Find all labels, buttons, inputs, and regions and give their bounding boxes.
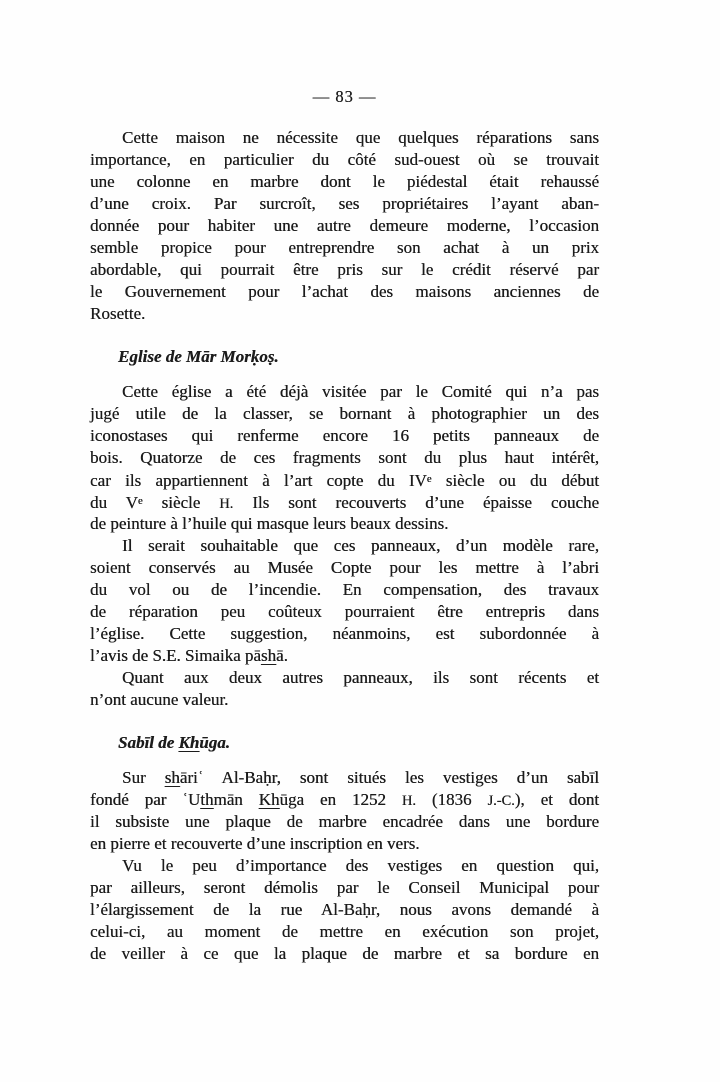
text-line	[90, 469, 599, 491]
paragraph	[90, 535, 599, 667]
text-segment: il subsiste une plaque de marbre encadrée dans une bordure	[90, 812, 599, 831]
text-segment: du V	[90, 493, 138, 513]
text-line	[90, 237, 599, 259]
text-line	[90, 645, 599, 667]
text-line	[90, 899, 599, 921]
text-segment: donnée pour habiter une autre demeure moderne, l’occasion	[90, 216, 599, 235]
small-caps-abbreviation: H.	[219, 496, 234, 513]
text-segment: de peinture à l’huile qui masque leurs beaux dessins.	[90, 514, 449, 533]
section-heading	[90, 346, 599, 368]
text-segment: siècle ou du début	[431, 471, 600, 491]
text-segment: Sabīl de	[118, 733, 179, 752]
text-segment: car ils appartiennent à l’art copte du IV	[90, 471, 427, 491]
text-line	[90, 535, 599, 557]
transliteration-digraph: sh	[164, 768, 180, 787]
text-segment: l’église. Cette suggestion, néanmoins, est subordonnée à	[90, 624, 599, 643]
text-line	[90, 732, 599, 754]
transliteration-digraph: Kh	[258, 790, 280, 809]
text-line	[90, 767, 599, 789]
text-line	[90, 579, 599, 601]
text-segment: Rosette.	[90, 304, 146, 323]
text-line	[90, 601, 599, 623]
small-caps-abbreviation: J.-C.	[487, 793, 515, 809]
text-segment: l’élargissement de la rue Al-Baḥr, nous avons demandé à	[90, 900, 599, 919]
text-line	[90, 171, 599, 193]
text-line	[90, 215, 599, 237]
paragraph	[90, 667, 599, 711]
paragraph	[90, 767, 599, 855]
text-segment: Eglise de Mār Morḳoṣ.	[118, 347, 279, 366]
text-segment: jugé utile de la classer, se bornant à photographier un des	[90, 404, 599, 423]
text-segment: semble propice pour entreprendre son achat à un prix	[90, 238, 599, 257]
text-line	[90, 281, 599, 303]
section-heading	[90, 732, 599, 754]
text-segment: celui-ci, au moment de mettre en exécution son projet,	[90, 922, 599, 941]
text-line	[90, 303, 599, 325]
text-line	[90, 921, 599, 943]
page-text-block	[90, 0, 599, 965]
text-segment: par ailleurs, seront démolis par le Conseil Municipal pour	[90, 878, 599, 897]
text-line	[90, 943, 599, 965]
text-segment: fondé par ʿU	[90, 790, 201, 809]
page-number: — 83 —	[312, 87, 377, 106]
text-line	[90, 513, 599, 535]
small-caps-abbreviation: H.	[401, 793, 416, 809]
text-segment: mān	[213, 790, 259, 809]
text-line	[90, 811, 599, 833]
text-segment: soient conservés au Musée Copte pour les mettre à l’abri	[90, 558, 599, 577]
text-segment: l’avis de S.E. Simaika pā	[90, 646, 261, 665]
text-line	[90, 193, 599, 215]
text-segment: de veiller à ce que la plaque de marbre et sa bordure en	[90, 944, 599, 963]
transliteration-digraph: Kh	[178, 733, 200, 752]
ordinal-superscript: e	[426, 474, 432, 485]
transliteration-digraph: th	[200, 790, 214, 809]
text-line	[90, 789, 599, 811]
text-segment: bois. Quatorze de ces fragments sont du plus haut intérêt,	[90, 448, 599, 467]
text-line	[90, 381, 599, 403]
text-line	[90, 557, 599, 579]
text-line	[90, 667, 599, 689]
text-line	[90, 877, 599, 899]
text-segment: ūga en 1252	[279, 790, 402, 809]
ordinal-superscript: e	[137, 496, 143, 507]
text-line	[90, 689, 599, 711]
text-segment: āriʿ Al-Baḥr, sont situés les vestiges d’un sabīl	[179, 768, 599, 787]
text-line	[90, 491, 599, 513]
text-segment: Quant aux deux autres panneaux, ils sont récents et	[122, 668, 599, 687]
text-line	[90, 403, 599, 425]
text-segment: siècle	[142, 493, 220, 513]
text-segment: ā.	[276, 646, 288, 665]
text-segment: Vu le peu d’importance des vestiges en question qui,	[122, 856, 599, 875]
text-line	[90, 259, 599, 281]
text-segment: n’ont aucune valeur.	[90, 690, 229, 709]
text-segment: ), et dont	[514, 790, 599, 809]
transliteration-digraph: sh	[260, 646, 277, 665]
paragraph	[90, 127, 599, 325]
text-segment: du vol ou de l’incendie. En compensation, des travaux	[90, 580, 599, 599]
text-line	[90, 833, 599, 855]
text-segment: Cette église a été déjà visitée par le Comité qui n’a pas	[122, 382, 599, 401]
text-segment: ūga.	[199, 733, 230, 752]
text-segment: Ils sont recouverts d’une épaisse couche	[233, 493, 599, 513]
text-segment: Sur	[122, 768, 165, 787]
text-segment: en pierre et recouverte d’une inscription en vers.	[90, 834, 420, 853]
text-segment: importance, en particulier du côté sud-ouest où se trouvait	[90, 150, 599, 169]
text-line	[90, 447, 599, 469]
text-segment: abordable, qui pourrait être pris sur le crédit réservé par	[90, 260, 599, 279]
paragraph	[90, 381, 599, 535]
text-segment: d’une croix. Par surcroît, ses propriétaires l’ayant aban-	[90, 194, 599, 213]
text-line	[90, 127, 599, 149]
text-line	[90, 623, 599, 645]
text-line	[90, 855, 599, 877]
text-segment: Cette maison ne nécessite que quelques réparations sans	[122, 128, 599, 147]
text-line	[90, 425, 599, 447]
text-segment: le Gouvernement pour l’achat des maisons anciennes de	[90, 282, 599, 301]
text-line	[90, 346, 599, 368]
text-segment: iconostases qui renferme encore 16 petits panneaux de	[90, 426, 599, 445]
paragraph	[90, 855, 599, 965]
text-line	[90, 149, 599, 171]
text-segment: Il serait souhaitable que ces panneaux, d’un modèle rare,	[122, 536, 599, 555]
text-segment: une colonne en marbre dont le piédestal était rehaussé	[90, 172, 599, 191]
text-segment: de réparation peu coûteux pourraient être entrepris dans	[90, 602, 599, 621]
text-segment: (1836	[415, 790, 488, 809]
page-text-content	[90, 127, 599, 965]
